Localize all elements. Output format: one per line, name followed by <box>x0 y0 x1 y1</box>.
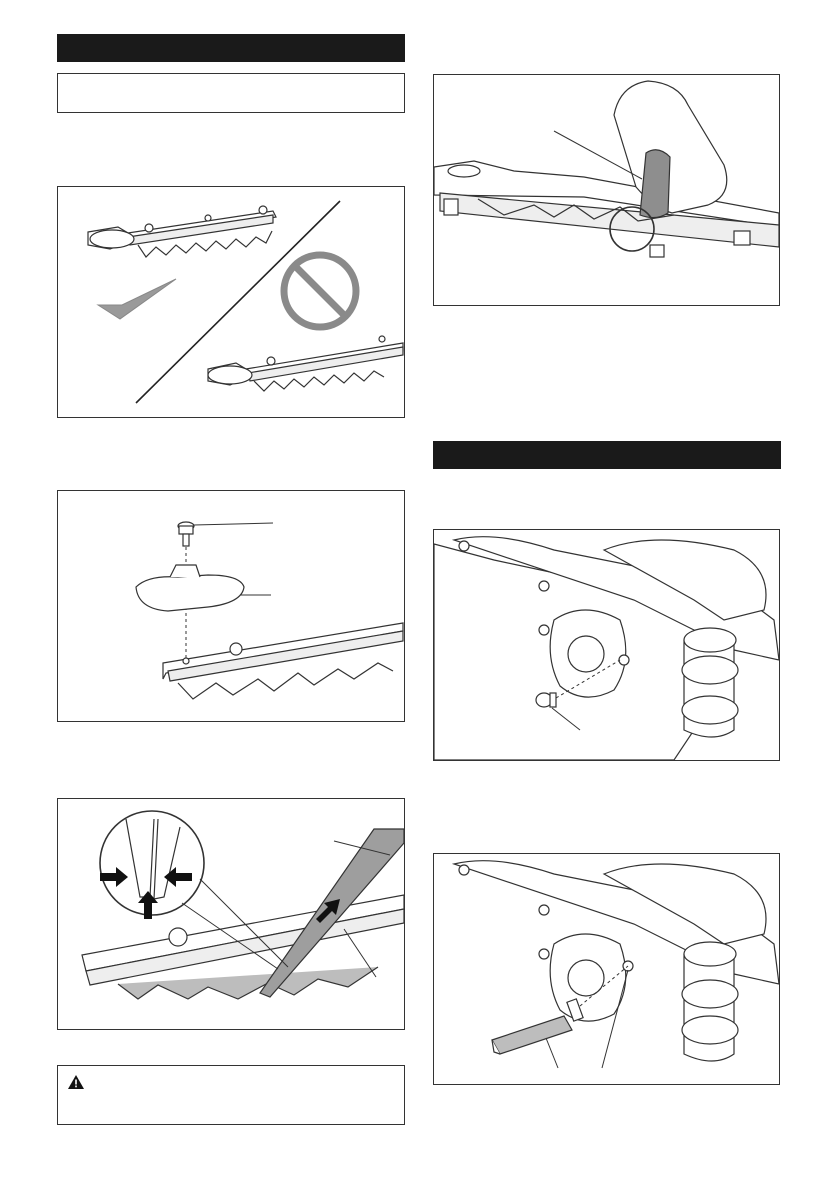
grease-tube-illustration <box>492 999 583 1054</box>
blade-incorrect-illustration <box>208 336 403 391</box>
figure-blade-orientation <box>57 186 405 418</box>
right-section-header-bar <box>433 441 781 469</box>
figure-grease-tube <box>433 853 780 1085</box>
bolt-illustration <box>178 522 194 546</box>
figure-whetstone <box>433 74 780 306</box>
figure-file-sharpening <box>57 798 405 1030</box>
prohibited-icon <box>284 255 356 327</box>
warning-box <box>57 1065 405 1125</box>
figure-gear-housing-bolt <box>433 529 780 761</box>
figure-blade-protector <box>57 490 405 722</box>
gear-housing-bolt-illustration <box>536 693 556 707</box>
protector-illustration <box>136 565 244 611</box>
notice-box <box>57 73 405 113</box>
warning-triangle-icon <box>67 1074 85 1093</box>
left-section-header-bar <box>57 34 405 62</box>
blade-correct-illustration <box>88 206 276 257</box>
check-mark-icon <box>98 279 176 319</box>
